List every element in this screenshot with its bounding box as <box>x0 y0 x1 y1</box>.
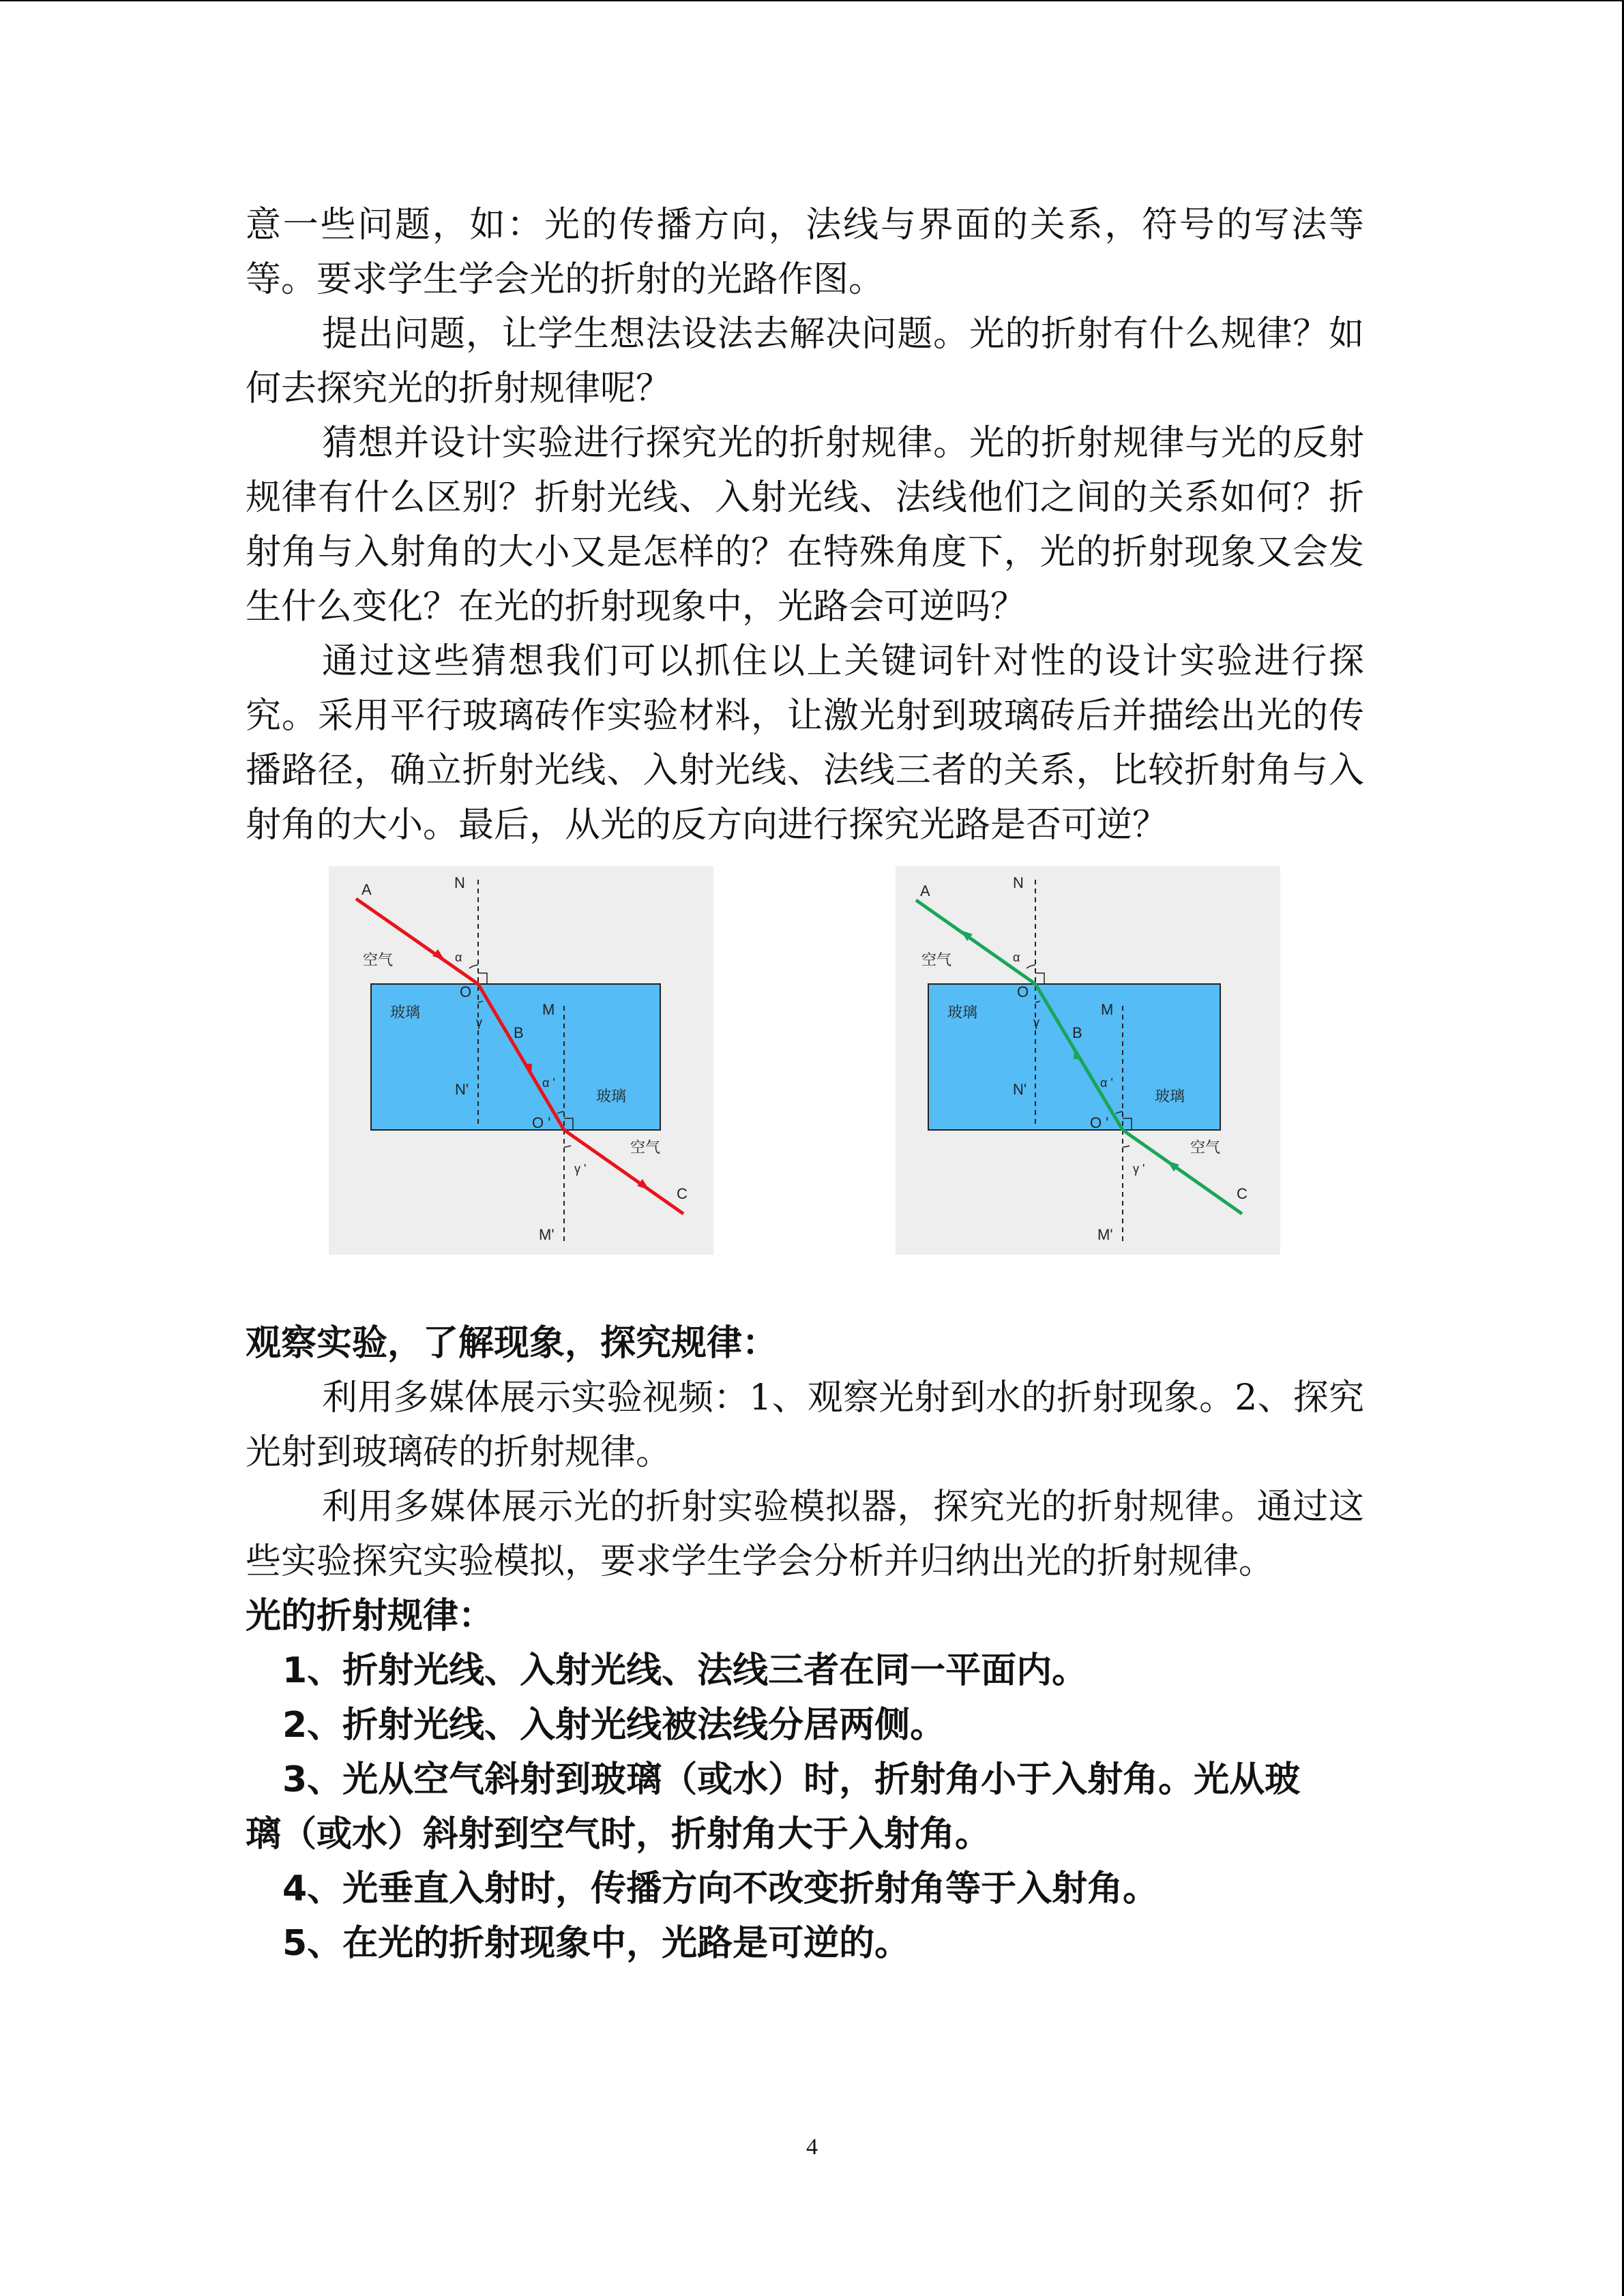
label-n: N <box>454 874 465 891</box>
rule-1: 1、折射光线、入射光线、法线三者在同一平面内。 <box>282 1650 1088 1691</box>
paragraph-observe-2: 利用多媒体展示光的折射实验模拟器，探究光的折射规律。通过这些实验探究实验模拟，要求学生学会分析并归纳出光的折射规律。 <box>246 1487 1364 1582</box>
label-m: M <box>1101 1001 1114 1018</box>
label-alpha: α <box>1013 951 1020 964</box>
label-b: B <box>514 1024 524 1041</box>
label-alpha: α <box>455 951 462 964</box>
label-gamma: γ <box>476 1015 482 1029</box>
figure-forward-svg <box>329 866 713 1255</box>
label-glass-right: 玻璃 <box>1155 1088 1185 1105</box>
label-m-prime: M' <box>1097 1226 1113 1243</box>
label-alpha-prime: α ' <box>542 1076 555 1090</box>
label-o: O <box>460 983 472 1000</box>
label-m-prime: M' <box>539 1226 555 1243</box>
label-glass-left: 玻璃 <box>947 1004 978 1021</box>
paragraph-3: 猜想并设计实验进行探究光的折射规律。光的折射规律与光的反射规律有什么区别？折射光线、入射光线、法线他们之间的关系如何？折射角与入射角的大小又是怎样的？在特殊角度下，光的折射现象又会发生什么变化？在光的折射现象中，光路会可逆吗？ <box>246 423 1364 627</box>
label-glass-left: 玻璃 <box>390 1004 421 1021</box>
rule-2: 2、折射光线、入射光线被法线分居两侧。 <box>282 1705 946 1746</box>
page-border-top <box>0 0 1624 1</box>
page-number: 4 <box>806 2134 818 2160</box>
label-b: B <box>1072 1024 1082 1041</box>
label-o: O <box>1017 983 1029 1000</box>
label-gamma-prime: γ ' <box>1133 1162 1145 1176</box>
label-air-top: 空气 <box>921 951 952 968</box>
label-glass-right: 玻璃 <box>596 1088 627 1105</box>
label-n: N <box>1013 874 1024 891</box>
rule-5: 5、在光的折射现象中，光路是可逆的。 <box>282 1923 911 1964</box>
label-air-bottom: 空气 <box>1190 1139 1221 1156</box>
label-n-prime: N' <box>455 1081 469 1098</box>
label-air-bottom: 空气 <box>630 1139 661 1156</box>
rule-3-continued: 璃（或水）斜射到空气时，折射角大于入射角。 <box>246 1814 991 1855</box>
rule-3: 3、光从空气斜射到玻璃（或水）时，折射角小于入射角。光从玻 <box>282 1759 1301 1800</box>
page-content <box>246 198 1364 1971</box>
figure-reverse-svg <box>896 866 1280 1255</box>
label-c: C <box>1237 1185 1247 1202</box>
paragraph-4: 通过这些猜想我们可以抓住以上关键词针对性的设计实验进行探究。采用平行玻璃砖作实验材料，让激光射到玻璃砖后并描绘出光的传播路径，确立折射光线、入射光线、法线三者的关系，比较折射角与入射角的大小。最后，从光的反方向进行探究光路是否可逆？ <box>246 641 1364 846</box>
heading-observe: 观察实验，了解现象，探究规律： <box>246 1323 778 1364</box>
paragraph-1: 意一些问题，如：光的传播方向，法线与界面的关系，符号的写法等等。要求学生学会光的折射的光路作图。 <box>246 205 1364 300</box>
paragraph-2: 提出问题，让学生想法设法去解决问题。光的折射有什么规律？如何去探究光的折射规律呢？ <box>246 314 1364 409</box>
label-alpha-prime: α ' <box>1100 1076 1113 1090</box>
heading-rules: 光的折射规律： <box>246 1596 494 1637</box>
label-o-prime: O ' <box>1090 1114 1109 1131</box>
figure-reverse-ray <box>896 866 1280 1255</box>
rule-4: 4、光垂直入射时，传播方向不改变折射角等于入射角。 <box>282 1868 1159 1909</box>
figure-forward-ray <box>329 866 713 1255</box>
paragraph-observe-1: 利用多媒体展示实验视频：1、观察光射到水的折射现象。2、探究光射到玻璃砖的折射规律。 <box>246 1377 1364 1473</box>
label-a: A <box>920 882 930 899</box>
label-o-prime: O ' <box>532 1114 551 1131</box>
label-a: A <box>361 881 372 898</box>
label-gamma-prime: γ ' <box>574 1162 587 1176</box>
label-m: M <box>542 1001 555 1018</box>
label-air-top: 空气 <box>363 951 394 968</box>
refraction-figures <box>246 866 1364 1268</box>
label-c: C <box>677 1185 688 1202</box>
label-gamma: γ <box>1033 1015 1039 1029</box>
label-n-prime: N' <box>1013 1081 1027 1098</box>
